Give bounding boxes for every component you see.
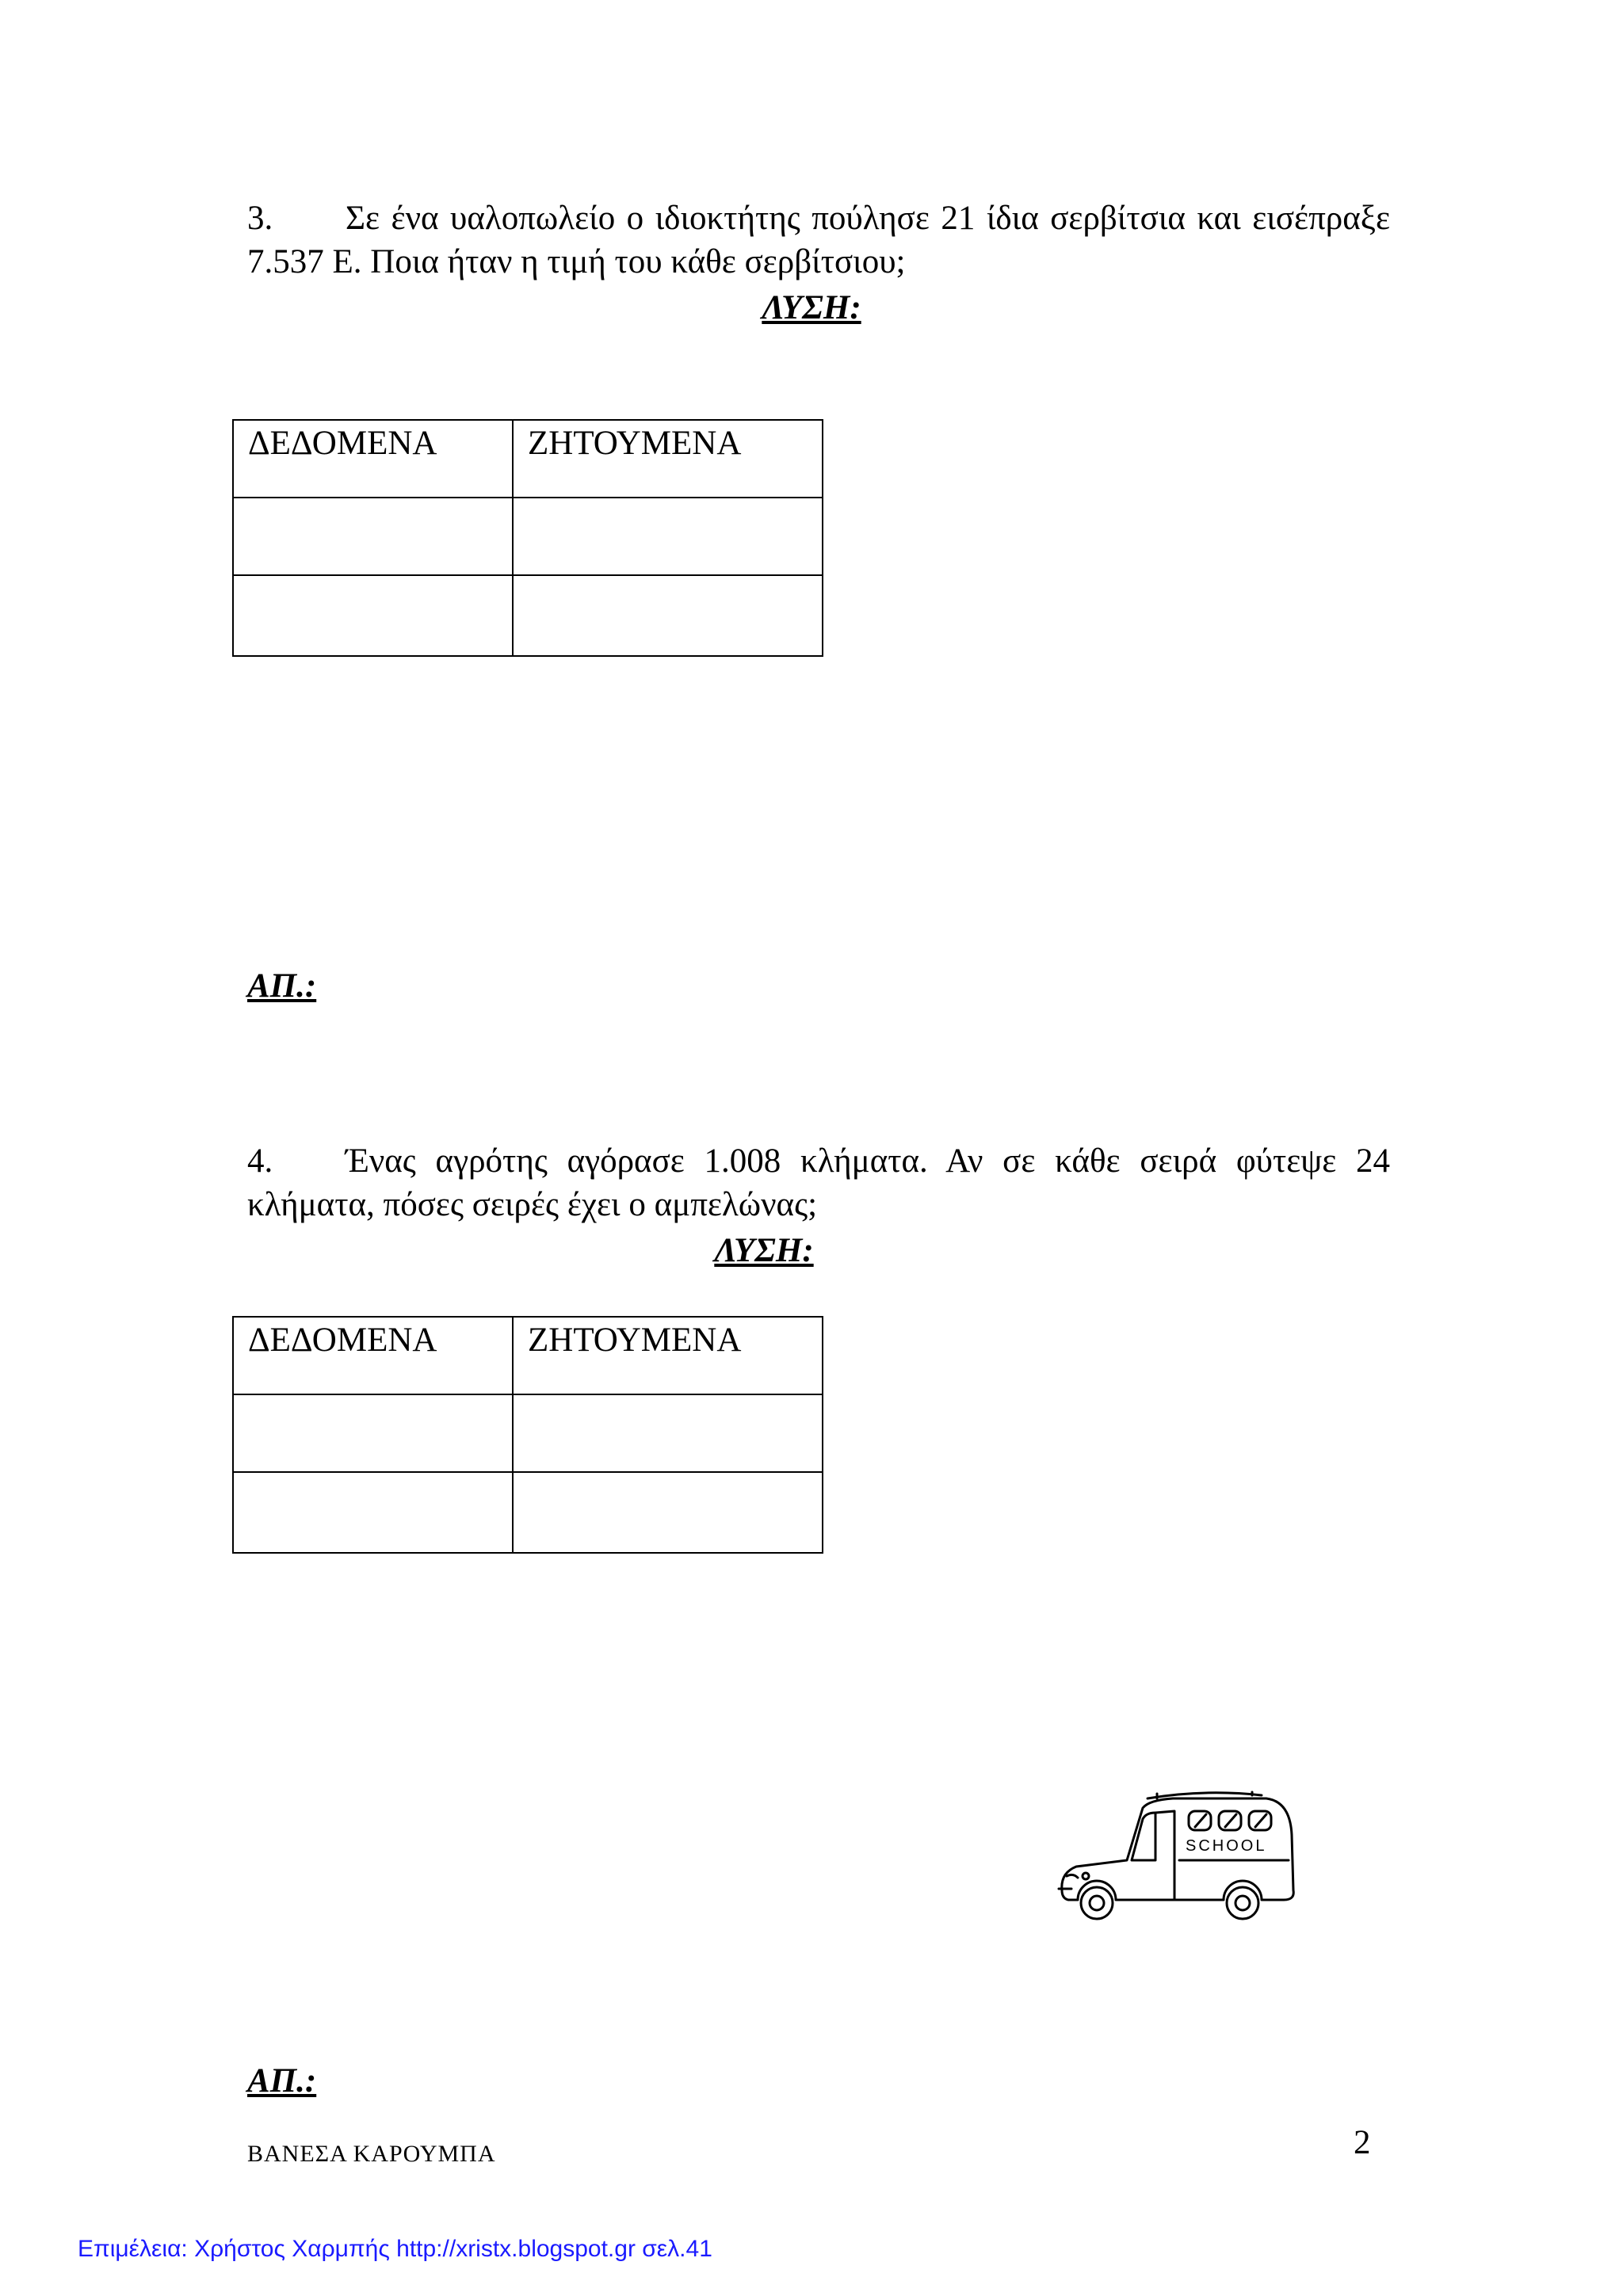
table-cell[interactable]: [233, 498, 513, 575]
problem-4-number: 4.: [247, 1142, 273, 1180]
school-bus-icon: [1054, 1787, 1323, 1938]
table-header-unknowns: ΖΗΤΟΥΜΕΝΑ: [513, 1317, 823, 1394]
table-cell[interactable]: [513, 498, 823, 575]
table-cell[interactable]: [513, 575, 823, 656]
problem-3-data-table: [232, 419, 823, 657]
table-header-unknowns: ΖΗΤΟΥΜΕΝΑ: [513, 420, 823, 498]
problem-3-number: 3.: [247, 200, 273, 237]
table-cell[interactable]: [233, 1472, 513, 1553]
problem-4-data-table: [232, 1316, 823, 1554]
problem-3-solution-label: ΛΥΣΗ:: [762, 289, 861, 326]
table-cell[interactable]: [233, 1394, 513, 1472]
footer-credit: Επιμέλεια: Χρήστος Χαρμπής http://xristx.blogspot.gr σελ.41: [78, 2236, 712, 2262]
problem-4-answer-label: ΑΠ.:: [247, 2062, 317, 2100]
table-cell[interactable]: [233, 575, 513, 656]
bus-sign-text: SCHOOL: [1186, 1837, 1267, 1855]
problem-4-solution-label: ΛΥΣΗ:: [714, 1232, 814, 1269]
author-name: ΒΑΝΕΣΑ ΚΑΡΟΥΜΠΑ: [247, 2141, 496, 2167]
problem-3-text: [247, 196, 1390, 284]
table-cell[interactable]: [513, 1394, 823, 1472]
problem-3-statement: Σε ένα υαλοπωλείο ο ιδιοκτήτης πούλησε 21 ίδια σερβίτσια και εισέπραξε 7.537 Ε. Ποια ήταν η τιμή του κάθε σερβίτσιου;: [247, 200, 1390, 280]
page-number: 2: [1354, 2124, 1371, 2161]
problem-3-answer-label: ΑΠ.:: [247, 967, 317, 1005]
problem-4-statement: Ένας αγρότης αγόρασε 1.008 κλήματα. Αν σε κάθε σειρά φύτεψε 24 κλήματα, πόσες σειρές έχει ο αμπελώνας;: [247, 1142, 1390, 1223]
problem-4-text: [247, 1139, 1390, 1226]
table-header-givens: ΔΕΔΟΜΕΝΑ: [233, 1317, 513, 1394]
table-cell[interactable]: [513, 1472, 823, 1553]
table-header-givens: ΔΕΔΟΜΕΝΑ: [233, 420, 513, 498]
